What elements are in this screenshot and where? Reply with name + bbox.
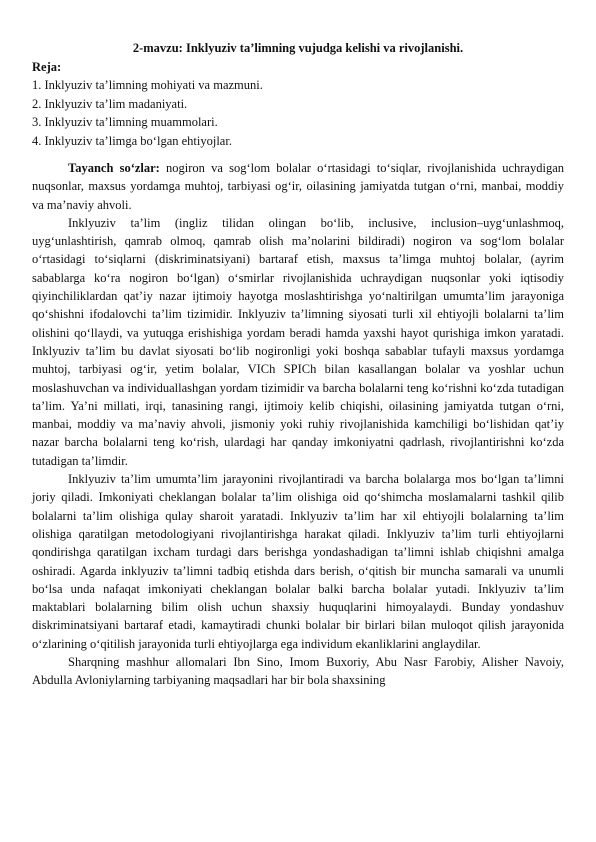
plan-item: 2. Inklyuziv ta’lim madaniyati.	[32, 96, 188, 111]
keywords-paragraph	[32, 159, 564, 214]
body-paragraph: Inklyuziv ta’lim (ingliz tilidan olingan bo‘lib, inclusive, inclusion–uyg‘unlashmoq, uyg‘unlashtirish, qamrab olmoq, qamrab olish ma’nolarini bildiradi) nogiron va sog‘lom bolalar o‘rtasidagi to‘siqlarni (diskriminatsiyani) bartaraf etish, maxsus ta’limga muhtoj bolalar, (ayrim sabablarga ko‘ra nogiron bo‘lgan) o‘smirlar rivojlanishida uchraydigan nuqsonlar yoki iqtisodiy qiyinchiliklardan qat’iy nazar ijtimoiy hayotga moslashtirishga yo‘naltirilgan umumta’lim jarayoniga qo‘shishni ifodalovchi ta’lim tizimidir. Inklyuziv ta’limning siyosati turli xil ehtiyojli bolalarni ta’lim olishini qo‘llaydi, va yutuqga erishishiga yordam beradi hamda yaxshi hayot qurishiga imkon yaratadi. Inklyuziv ta’lim bu davlat siyosati bo‘lib nogironligi yoki boshqa sabablar tufayli maxsus yordamga muhtoj, tarbiyasi og‘ir, yetim bolalar, VICh SPICh bilan kasallangan bolalar va yoshlar uchun moslashuvchan va individuallashgan yordam tizimidir va barcha bolalarni teng ko‘rishni ko‘zda tutadigan ta’lim. Ya’ni millati, irqi, tanasining rangi, ijtimoiy kelib chiqishi, oilasining jamiyatda tutgan o‘rni, manbai, moddiy va ma’naviy ahvoli, jismoniy yoki ruhiy rivojlanishida kamchiligi bo‘lishidan qat’iy nazar barcha bolalarni teng ko‘rish, ulardagi har qanday imkoniyatni qadrlash, rivojlantirishni ko‘zda tutadigan ta’limdir.	[32, 215, 564, 468]
body-paragraph: Sharqning mashhur allomalari Ibn Sino, Imom Buxoriy, Abu Nasr Farobiy, Alisher Navoiy, Abdulla Avloniylarning tarbiyaning maqsadlari har bir bola shaxsining	[32, 655, 564, 688]
plan-item: 1. Inklyuziv ta’limning mohiyati va mazmuni.	[32, 78, 263, 92]
keywords-label: Tayanch so‘zlar:	[68, 161, 160, 175]
body-paragraph: Inklyuziv ta’lim umumta’lim jarayonini rivojlantiradi va barcha bolalarga mos bo‘lgan ta’limni joriy qiladi. Imkoniyati cheklangan bolalar ta’lim olishiga oid qo‘shimcha moslamalarni tashkil qilib bolalarni ta’lim olishiga qulay sharoit yaratadi. Inklyuziv ta’lim har xil ehtiyojli bolalarning ta’lim olishiga qaratilgan metodologiyani rivojlantirishga harakat qiladi. Inklyuziv ta’lim turli ehtiyojlarni qondirishga qaratilgan ixcham turdagi dars berishga yondashadigan ta’limni ishlab chiqishni amalga oshiradi. Agarda inklyuziv ta’limni tadbiq etishda dars berish, o‘qitish bir muncha samarali va unumli bo‘lsa unda nafaqat imkoniyati cheklangan bolalar balki barcha bolalar yutadi. Inklyuziv ta’lim maktablari bolalarning bilim olish uchun shaxsiy huquqlarini himoyalaydi. Bunday yondashuv diskriminatsiyani bartaraf etadi, kamaytiradi chunki bolalar bir birlari bilan muloqot qilish jarayonida o‘zlarining o‘qitilish jarayonida turli ehtiyojlarga ega individum ekanliklarini anglaydilar.	[32, 472, 564, 651]
document-title: 2-mavzu: Inklyuziv ta’limning vujudga kelishi va rivojlanishi.	[132, 41, 464, 55]
plan-heading: Reja:	[32, 60, 62, 74]
plan-item: 3. Inklyuziv ta’limning muammolari.	[32, 115, 218, 129]
plan-item: 4. Inklyuziv ta’limga bo‘lgan ehtiyojlar.	[32, 133, 232, 148]
keywords-text: nogiron va sog‘lom bolalar o‘rtasidagi to‘siqlar, rivojlanishida uchraydigan nuqsonlar, maxsus yordamga muhtoj, tarbiyasi og‘ir, oilasining jamiyatda tutgan o‘rni, manbai, moddiy va ma’naviy ahvoli.	[32, 161, 564, 212]
document-page	[32, 40, 564, 690]
